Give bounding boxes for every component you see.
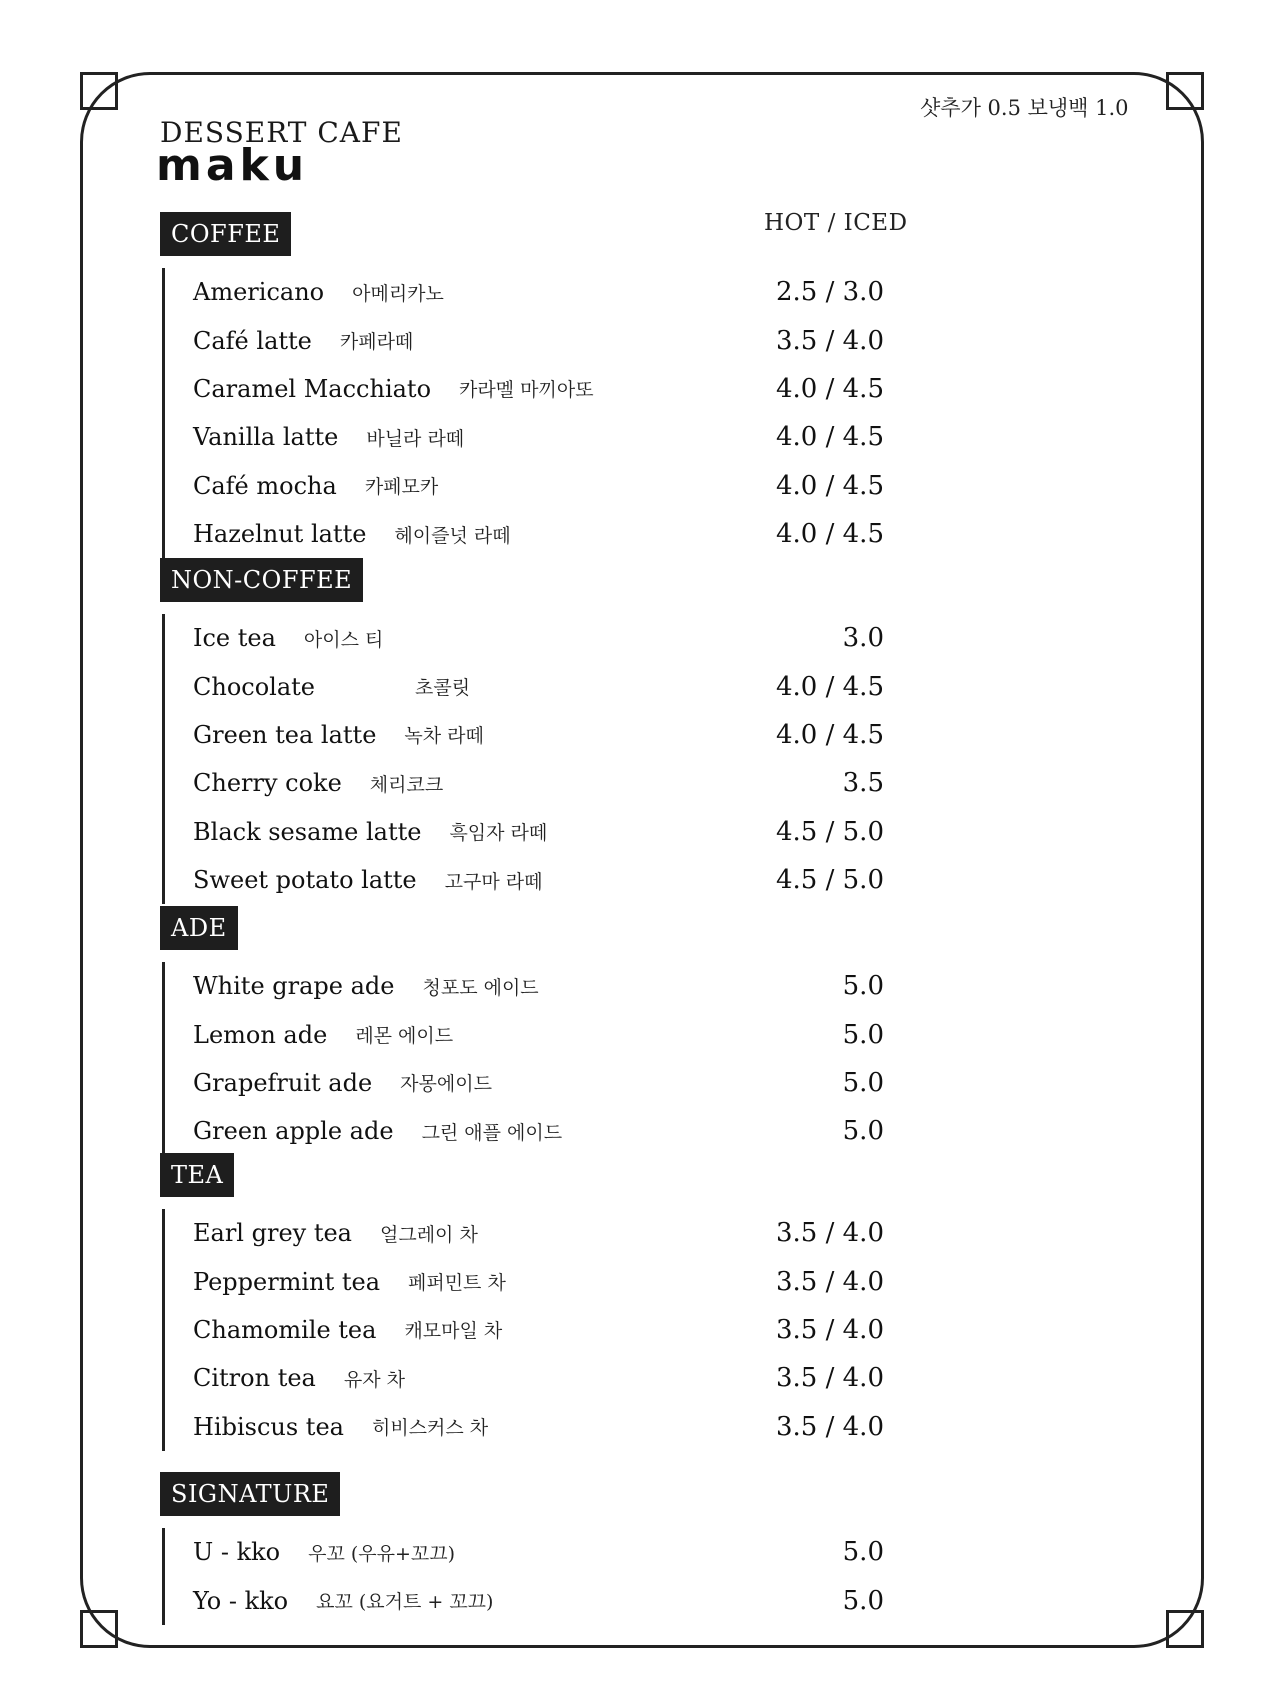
item-korean-name: 녹차 라떼 — [404, 725, 484, 748]
item-korean-name: 아메리카노 — [352, 282, 444, 305]
item-name: Yo - kko — [193, 1586, 289, 1615]
item-name: Black sesame latte — [193, 817, 422, 846]
item-name: Peppermint tea — [193, 1267, 380, 1296]
item-name: Green apple ade — [193, 1117, 394, 1146]
section-title: NON-COFFEE — [160, 558, 363, 602]
item-price: 5.0 — [842, 1585, 884, 1616]
item-price: 3.5 — [842, 768, 884, 799]
item-price: 4.0 / 4.5 — [776, 470, 884, 501]
item-korean-name: 얼그레이 차 — [380, 1223, 478, 1246]
item-list — [162, 614, 920, 904]
section-signature — [160, 1472, 920, 1625]
item-name: Green tea latte — [193, 720, 377, 749]
item-korean-name: 유자 차 — [343, 1368, 405, 1391]
menu-item — [193, 1403, 920, 1451]
item-price: 4.0 / 4.5 — [776, 519, 884, 550]
menu-item — [193, 413, 920, 461]
menu-item — [193, 759, 920, 807]
menu-item — [193, 856, 920, 904]
item-korean-name: 카페모카 — [364, 476, 439, 499]
item-name: Cherry coke — [193, 769, 342, 798]
item-price: 5.0 — [842, 1067, 884, 1098]
menu-item — [193, 1059, 920, 1107]
item-korean-name: 자몽에이드 — [400, 1073, 492, 1096]
item-korean-name: 요꼬 (요거트 + 꼬끄) — [316, 1591, 494, 1614]
menu-item — [193, 662, 920, 710]
item-name: Vanilla latte — [193, 423, 339, 452]
item-price: 3.0 — [842, 623, 884, 654]
item-korean-name: 체리코크 — [369, 773, 444, 796]
item-name: U - kko — [193, 1538, 281, 1567]
item-korean-name: 바닐라 라떼 — [366, 427, 465, 450]
menu-item — [193, 316, 920, 364]
item-korean-name: 그린 애플 에이드 — [421, 1121, 563, 1144]
menu-item — [193, 1010, 920, 1058]
item-price: 5.0 — [842, 1116, 884, 1147]
section-title: COFFEE — [160, 212, 291, 256]
item-price: 4.0 / 4.5 — [776, 422, 884, 453]
section-title: ADE — [160, 906, 238, 950]
item-price: 3.5 / 4.0 — [776, 1314, 884, 1345]
item-name: Café latte — [193, 326, 312, 355]
item-list — [162, 1528, 920, 1625]
brand-subtitle: DESSERT CAFE — [160, 116, 403, 149]
price-column-header: HOT / ICED — [764, 210, 908, 236]
brand-logo-name: maku — [156, 140, 309, 191]
item-price: 4.0 / 4.5 — [776, 671, 884, 702]
menu-item — [193, 510, 920, 558]
item-korean-name: 아이스 티 — [303, 628, 384, 651]
item-name: Americano — [193, 278, 325, 307]
item-name: Chocolate — [193, 672, 315, 701]
item-price: 5.0 — [842, 1019, 884, 1050]
menu-item — [193, 614, 920, 662]
item-price: 2.5 / 3.0 — [776, 277, 884, 308]
item-price: 4.5 / 5.0 — [776, 816, 884, 847]
menu-item — [193, 808, 920, 856]
item-korean-name: 히비스커스 차 — [371, 1417, 489, 1440]
menu-item — [193, 711, 920, 759]
item-name: Caramel Macchiato — [193, 374, 432, 403]
item-price: 3.5 / 4.0 — [776, 1411, 884, 1442]
item-name: Hazelnut latte — [193, 520, 367, 549]
item-list — [162, 268, 920, 558]
item-korean-name: 페퍼민트 차 — [408, 1272, 506, 1295]
menu-item — [193, 1107, 920, 1155]
item-name: Hibiscus tea — [193, 1412, 344, 1441]
corner-square-bottom-right — [1166, 1610, 1204, 1648]
item-name: Ice tea — [193, 624, 276, 653]
item-name: Citron tea — [193, 1364, 316, 1393]
item-price: 5.0 — [842, 1537, 884, 1568]
item-korean-name: 캐모마일 차 — [404, 1320, 503, 1343]
section-title: TEA — [160, 1153, 234, 1197]
item-korean-name: 카페라떼 — [339, 331, 414, 354]
item-name: Earl grey tea — [193, 1219, 352, 1248]
extras-note: 샷추가 0.5 보냉백 1.0 — [920, 96, 1129, 120]
menu-item — [193, 1576, 920, 1624]
item-korean-name: 레몬 에이드 — [355, 1025, 454, 1048]
menu-item — [193, 1209, 920, 1257]
menu-item — [193, 962, 920, 1010]
item-price: 4.0 / 4.5 — [776, 373, 884, 404]
item-name: Chamomile tea — [193, 1315, 377, 1344]
menu-item — [193, 1354, 920, 1402]
section-tea — [160, 1153, 920, 1451]
item-korean-name: 청포도 에이드 — [422, 976, 539, 999]
item-korean-name: 흑임자 라떼 — [449, 822, 548, 845]
item-price: 4.0 / 4.5 — [776, 719, 884, 750]
section-coffee — [160, 212, 920, 558]
item-price: 4.5 / 5.0 — [776, 865, 884, 896]
corner-square-bottom-left — [80, 1610, 118, 1648]
corner-square-top-right — [1166, 72, 1204, 110]
menu-item — [193, 268, 920, 316]
section-ade — [160, 906, 920, 1156]
item-name: Sweet potato latte — [193, 866, 417, 895]
item-korean-name: 우꼬 (우유+꼬끄) — [308, 1542, 456, 1565]
item-name: Grapefruit ade — [193, 1068, 373, 1097]
item-list — [162, 962, 920, 1156]
item-price: 3.5 / 4.0 — [776, 1363, 884, 1394]
item-list — [162, 1209, 920, 1451]
item-price: 5.0 — [842, 971, 884, 1002]
menu-item — [193, 1306, 920, 1354]
item-price: 3.5 / 4.0 — [776, 325, 884, 356]
item-name: Lemon ade — [193, 1020, 328, 1049]
item-korean-name: 헤이즐넛 라떼 — [394, 524, 511, 547]
item-price: 3.5 / 4.0 — [776, 1266, 884, 1297]
item-korean-name: 카라멜 마끼아또 — [459, 379, 594, 402]
item-name: Café mocha — [193, 471, 337, 500]
section-non-coffee — [160, 558, 920, 904]
corner-square-top-left — [80, 72, 118, 110]
item-korean-name: 초콜릿 — [415, 677, 471, 700]
section-title: SIGNATURE — [160, 1472, 340, 1516]
item-price: 3.5 / 4.0 — [776, 1218, 884, 1249]
menu-item — [193, 365, 920, 413]
menu-item — [193, 1528, 920, 1576]
item-name: White grape ade — [193, 972, 395, 1001]
menu-item — [193, 1257, 920, 1305]
item-korean-name: 고구마 라떼 — [444, 870, 543, 893]
menu-item — [193, 462, 920, 510]
